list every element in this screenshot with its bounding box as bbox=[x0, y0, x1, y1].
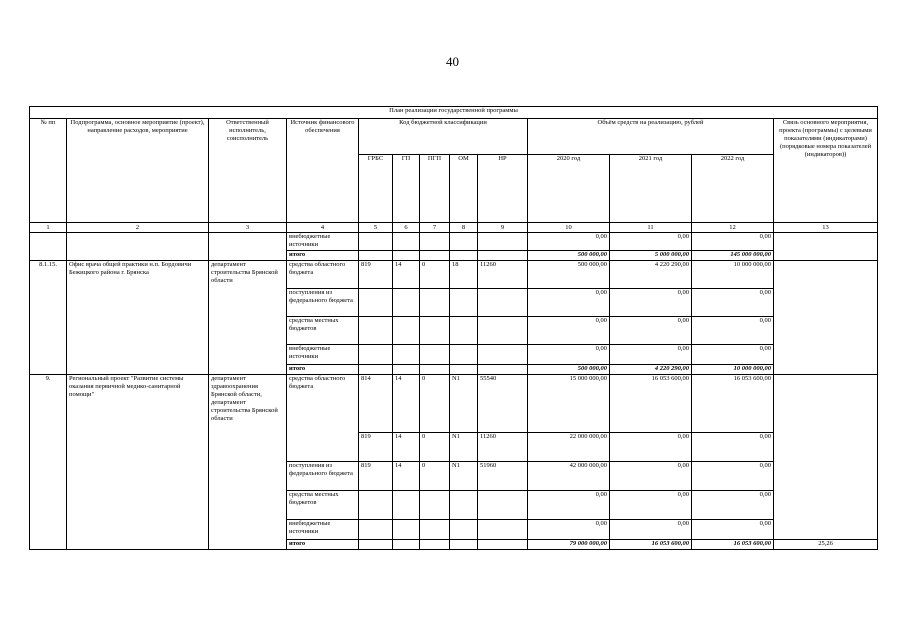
nr-cell: 11260 bbox=[478, 261, 528, 289]
source-cell: средства областного бюджета bbox=[287, 375, 359, 462]
source-cell: средства местных бюджетов bbox=[287, 317, 359, 345]
value-2020: 0,00 bbox=[528, 289, 610, 317]
header-nr: НР bbox=[478, 155, 528, 223]
nr-cell: 11260 bbox=[478, 433, 528, 462]
source-cell: внебюджетные источники bbox=[287, 233, 359, 251]
column-numbers-row bbox=[30, 223, 878, 233]
col-number: 9 bbox=[478, 223, 528, 233]
source-cell: средства местных бюджетов bbox=[287, 491, 359, 520]
value-2021: 0,00 bbox=[610, 317, 692, 345]
value-2020: 0,00 bbox=[528, 491, 610, 520]
grbs-cell: 814 bbox=[359, 375, 393, 433]
om-cell: N1 bbox=[450, 433, 478, 462]
header-gp: ГП bbox=[393, 155, 420, 223]
source-cell: итого bbox=[287, 365, 359, 375]
header-om: ОМ bbox=[450, 155, 478, 223]
om-cell: N1 bbox=[450, 375, 478, 433]
value-2020: 0,00 bbox=[528, 233, 610, 251]
value-2020: 500 000,00 bbox=[528, 365, 610, 375]
source-cell: внебюджетные источники bbox=[287, 520, 359, 540]
header-volume: Объём средств на реализацию, рублей bbox=[528, 119, 774, 155]
value-2022: 10 000 000,00 bbox=[692, 365, 774, 375]
table-title: План реализации государственной программы bbox=[30, 107, 878, 119]
value-2022: 0,00 bbox=[692, 233, 774, 251]
om-cell: 18 bbox=[450, 261, 478, 289]
grbs-cell: 819 bbox=[359, 462, 393, 491]
col-number: 10 bbox=[528, 223, 610, 233]
source-cell: поступления из федерального бюджета bbox=[287, 462, 359, 491]
value-2021: 0,00 bbox=[610, 520, 692, 540]
value-2020: 22 000 000,00 bbox=[528, 433, 610, 462]
table-row bbox=[30, 261, 878, 289]
header-budget-code: Код бюджетной классификации bbox=[359, 119, 528, 155]
table-row bbox=[30, 233, 878, 251]
header-grbs: ГРБС bbox=[359, 155, 393, 223]
value-2021: 16 053 600,00 bbox=[610, 375, 692, 433]
header-source: Источник финансового обеспечения bbox=[287, 119, 359, 223]
row-num: 9. bbox=[30, 375, 67, 550]
gp-cell: 14 bbox=[393, 375, 420, 433]
table-row bbox=[30, 375, 878, 433]
value-2020: 42 000 000,00 bbox=[528, 462, 610, 491]
value-2022: 10 000 000,00 bbox=[692, 261, 774, 289]
col-number: 11 bbox=[610, 223, 692, 233]
page-number: 40 bbox=[446, 54, 459, 69]
gp-cell: 14 bbox=[393, 462, 420, 491]
value-2021: 0,00 bbox=[610, 462, 692, 491]
value-2021: 0,00 bbox=[610, 289, 692, 317]
nr-cell: 55540 bbox=[478, 375, 528, 433]
pgp-cell: 0 bbox=[420, 433, 450, 462]
link-cell: 25,26 bbox=[774, 540, 878, 550]
header-executor: Ответственный исполнитель, соисполнитель bbox=[209, 119, 287, 223]
pgp-cell: 0 bbox=[420, 261, 450, 289]
col-number: 3 bbox=[209, 223, 287, 233]
value-2022: 0,00 bbox=[692, 289, 774, 317]
header-num: № пп bbox=[30, 119, 67, 223]
header-link: Связь основного мероприятия, проекта (программы) с целевыми показателями (индикаторами) (порядковые номера показателей (индикаторов)) bbox=[774, 119, 878, 223]
col-number: 4 bbox=[287, 223, 359, 233]
col-number: 13 bbox=[774, 223, 878, 233]
value-2021: 4 220 290,00 bbox=[610, 261, 692, 289]
value-2022: 16 053 600,00 bbox=[692, 375, 774, 433]
value-2022: 0,00 bbox=[692, 491, 774, 520]
col-number: 6 bbox=[393, 223, 420, 233]
value-2021: 0,00 bbox=[610, 345, 692, 365]
value-2022: 145 000 000,00 bbox=[692, 251, 774, 261]
col-number: 5 bbox=[359, 223, 393, 233]
value-2022: 16 053 600,00 bbox=[692, 540, 774, 550]
value-2021: 4 220 290,00 bbox=[610, 365, 692, 375]
header-2021: 2021 год bbox=[610, 155, 692, 223]
grbs-cell: 819 bbox=[359, 433, 393, 462]
value-2020: 500 000,00 bbox=[528, 261, 610, 289]
col-number: 7 bbox=[420, 223, 450, 233]
source-cell: итого bbox=[287, 540, 359, 550]
row-executor: департамент здравоохранения Брянской области, департамент строительства Брянской области bbox=[209, 375, 287, 550]
col-number: 12 bbox=[692, 223, 774, 233]
source-cell: внебюджетные источники bbox=[287, 345, 359, 365]
om-cell: N1 bbox=[450, 462, 478, 491]
value-2020: 0,00 bbox=[528, 345, 610, 365]
source-cell: итого bbox=[287, 251, 359, 261]
value-2021: 16 053 600,00 bbox=[610, 540, 692, 550]
header-2022: 2022 год bbox=[692, 155, 774, 223]
source-cell: поступления из федерального бюджета bbox=[287, 289, 359, 317]
col-number: 2 bbox=[67, 223, 209, 233]
nr-cell: 51960 bbox=[478, 462, 528, 491]
value-2021: 0,00 bbox=[610, 433, 692, 462]
value-2020: 79 000 000,00 bbox=[528, 540, 610, 550]
value-2021: 0,00 bbox=[610, 491, 692, 520]
value-2020: 15 000 000,00 bbox=[528, 375, 610, 433]
pgp-cell: 0 bbox=[420, 375, 450, 433]
row-num: 8.1.15. bbox=[30, 261, 67, 375]
value-2020: 500 000,00 bbox=[528, 251, 610, 261]
row-name: Региональный проект "Развитие системы оказания первичной медико-санитарной помощи" bbox=[67, 375, 209, 550]
source-cell: средства областного бюджета bbox=[287, 261, 359, 289]
row-executor: департамент строительства Брянской области bbox=[209, 261, 287, 375]
header-pgp: ПГП bbox=[420, 155, 450, 223]
plan-table bbox=[29, 106, 878, 550]
col-number: 1 bbox=[30, 223, 67, 233]
grbs-cell: 819 bbox=[359, 261, 393, 289]
value-2022: 0,00 bbox=[692, 345, 774, 365]
gp-cell: 14 bbox=[393, 261, 420, 289]
plan-table-container bbox=[29, 106, 877, 550]
value-2022: 0,00 bbox=[692, 462, 774, 491]
pgp-cell: 0 bbox=[420, 462, 450, 491]
header-2020: 2020 год bbox=[528, 155, 610, 223]
value-2021: 0,00 bbox=[610, 233, 692, 251]
value-2020: 0,00 bbox=[528, 520, 610, 540]
gp-cell: 14 bbox=[393, 433, 420, 462]
value-2022: 0,00 bbox=[692, 317, 774, 345]
value-2020: 0,00 bbox=[528, 317, 610, 345]
value-2022: 0,00 bbox=[692, 433, 774, 462]
row-name: Офис врача общей практики н.п. Бордовичи Бежицкого района г. Брянска bbox=[67, 261, 209, 375]
value-2022: 0,00 bbox=[692, 520, 774, 540]
value-2021: 5 000 000,00 bbox=[610, 251, 692, 261]
col-number: 8 bbox=[450, 223, 478, 233]
header-subprogram: Подпрограмма, основное мероприятие (проект), направление расходов, мероприятие bbox=[67, 119, 209, 223]
